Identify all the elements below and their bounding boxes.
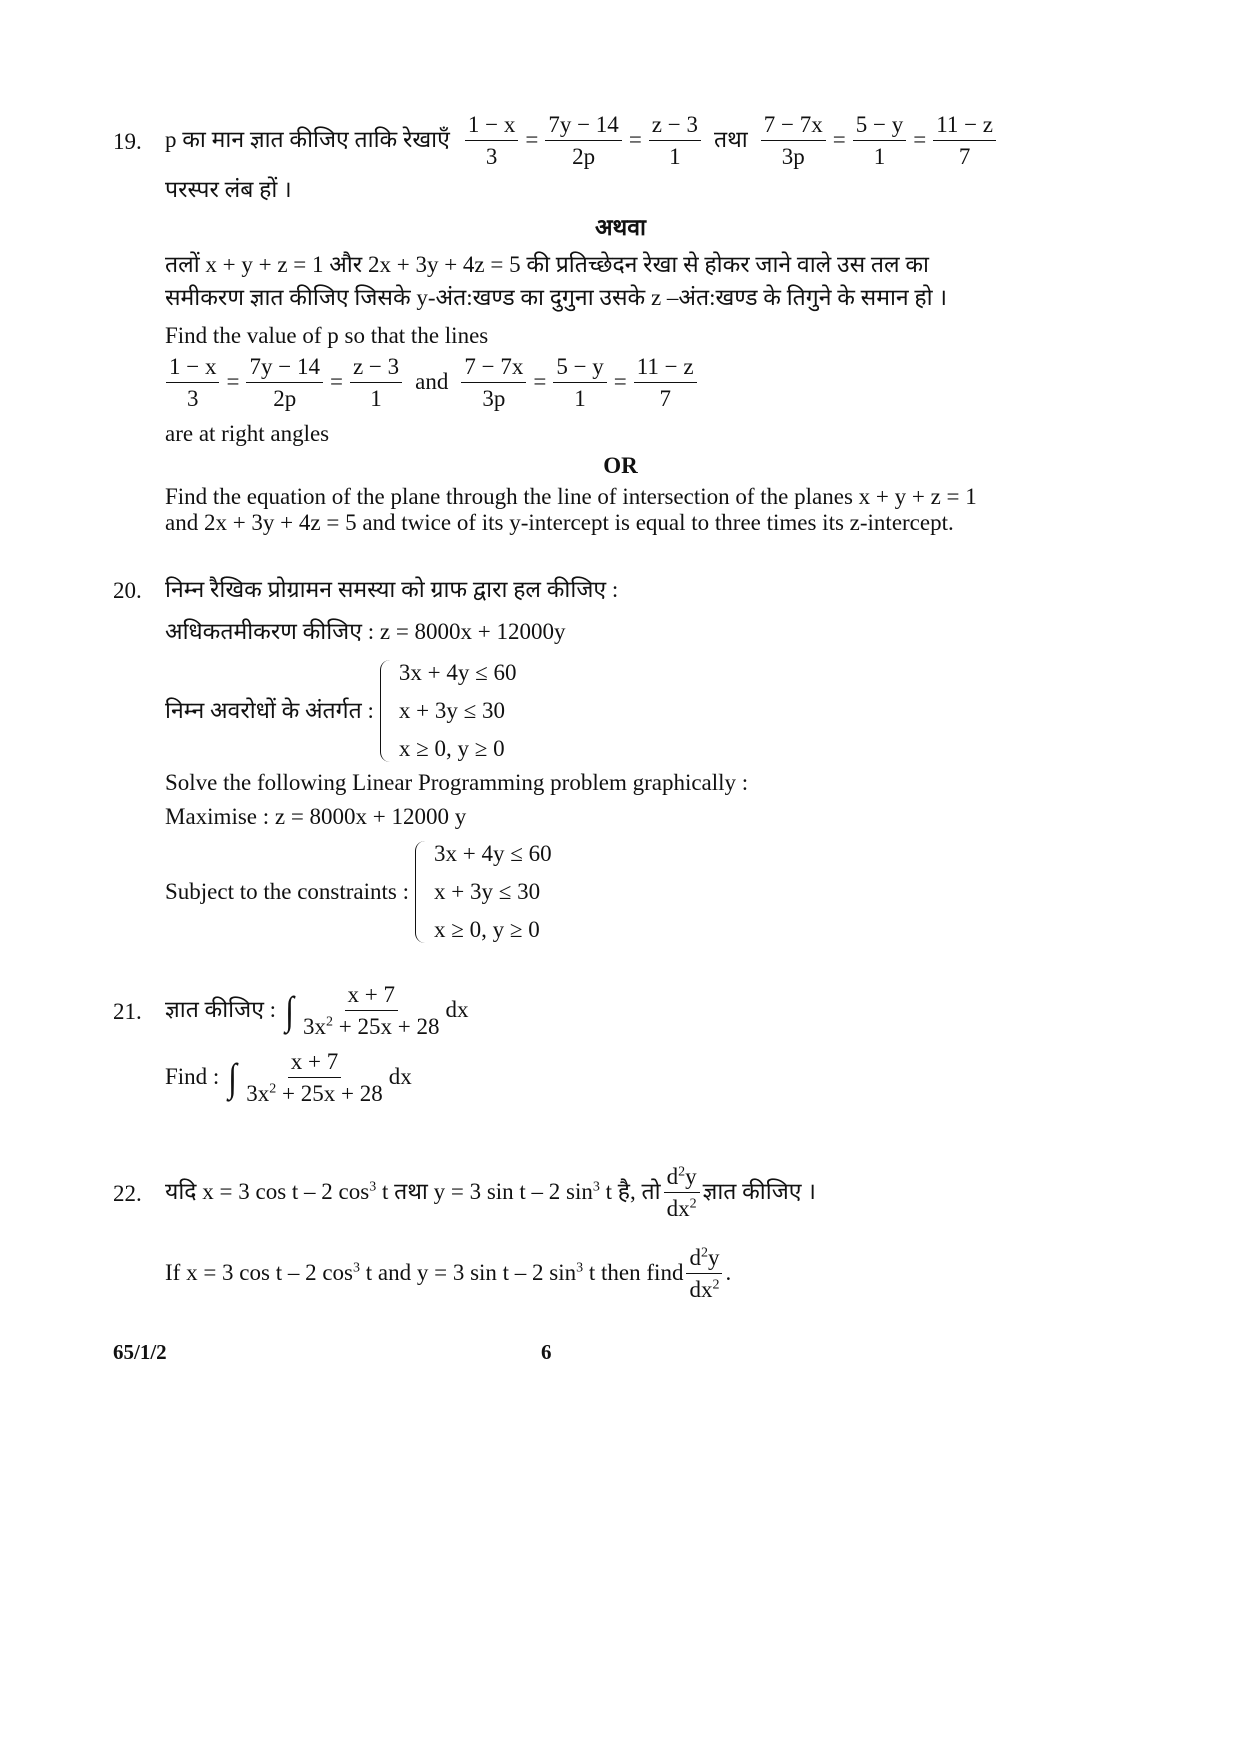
q19-hindi-line-pair: p का मान ज्ञात कीजिए ताकि रेखाएँ $\frac{1 - x}{3}$ = $\frac{7y - 14}{2p}$ = $\frac{z - 3}{1}$ तथा $\frac{7 - 7x}{3p}$ = $\frac{5 - y}{1}$ = $\frac{11 - z}{7}$ (165, 112, 999, 170)
q20-hindi-subject: निम्न अवरोधों के अंतर्गत : (165, 697, 374, 723)
brace-icon (380, 660, 393, 762)
q21-hindi-label: ज्ञात कीजिए : (165, 997, 277, 1023)
q22-number: 22. (113, 1181, 142, 1206)
q22-derivative: $\frac{d^2y}{dx^2}$ (686, 1245, 722, 1303)
q20-hindi-maximise: अधिकतमीकरण कीजिए : z = 8000x + 12000y (165, 619, 566, 644)
page-number: 6 (541, 1340, 552, 1364)
constraint-1: 3x + 4y ≤ 60 (434, 841, 552, 866)
constraint-2: x + 3y ≤ 30 (434, 879, 541, 904)
e-l1-fraction-1: $\frac{1 - x}{3}$ (166, 354, 219, 412)
q22-hindi-end: ज्ञात कीजिए । (702, 1179, 816, 1205)
q21-fraction: $\frac{x + 7}{3x^2 + 25x + 28}$ (303, 982, 440, 1040)
q22-english (165, 1245, 731, 1303)
q19-english-alt-line-1: Find the equation of the plane through the line of intersection of the planes x + y + z = 1 (165, 484, 977, 509)
q20-english-constraints (165, 835, 552, 949)
q19-number: 19. (113, 129, 142, 154)
constraint-2: x + 3y ≤ 30 (398, 698, 505, 723)
q20-hindi-intro: निम्न रैखिक प्रोग्रामन समस्या को ग्राफ द्वारा हल कीजिए : (165, 577, 619, 602)
l2-fraction-3: $\frac{11 - z}{7}$ (933, 112, 996, 170)
q22-english-text: If x = 3 cos t – 2 $\cos^3 t$ and y = 3 sin t – 2 $\sin^3 t$ then find (165, 1260, 684, 1286)
constraint-1: 3x + 4y ≤ 60 (398, 660, 517, 685)
paper-code: 65/1/2 (113, 1340, 167, 1364)
q21-number: 21. (113, 999, 142, 1024)
q19-hindi-or: अथवा (594, 215, 646, 240)
l1-fraction-2: $\frac{7y - 14}{2p}$ (545, 112, 621, 170)
q19-english-line-pair: $\frac{1 - x}{3}$ = $\frac{7y - 14}{2p}$ = $\frac{z - 3}{1}$ and $\frac{7 - 7x}{3p}$ = $\frac{5 - y}{1}$ = $\frac{11 - z}{7}$ (163, 354, 700, 412)
q19-english-or: OR (603, 453, 638, 478)
q22-period: . (725, 1260, 732, 1286)
q21-dx: dx (445, 997, 469, 1023)
e-l2-fraction-3: $\frac{11 - z}{7}$ (634, 354, 697, 412)
l1-fraction-3: $\frac{z - 3}{1}$ (649, 112, 701, 170)
e-l1-fraction-2: $\frac{7y - 14}{2p}$ (246, 354, 322, 412)
q20-english-maximise: Maximise : z = 8000x + 12000 y (165, 804, 467, 829)
q21-fraction: $\frac{x + 7}{3x^2 + 25x + 28}$ (246, 1049, 383, 1107)
q19-hindi-alt-line-2: समीकरण ज्ञात कीजिए जिसके y-अंत:खण्ड का दुगुना उसके z –अंत:खण्ड के तिगुने के समान हो । (165, 285, 948, 310)
q20-english-intro: Solve the following Linear Programming problem graphically : (165, 770, 749, 795)
integral-sign-icon: ∫ (285, 987, 294, 1033)
q21-dx: dx (388, 1064, 412, 1090)
q19-english-perp: are at right angles (165, 421, 330, 446)
q19-english-and: and (415, 369, 449, 395)
q19-english-intro: Find the value of p so that the lines (165, 323, 489, 348)
q21-hindi-integral (165, 982, 469, 1040)
q22-hindi (165, 1164, 816, 1222)
q19-hindi-alt-line-1: तलों x + y + z = 1 और 2x + 3y + 4z = 5 की प्रतिच्छेदन रेखा से होकर जाने वाले उस तल का (165, 252, 930, 277)
l1-fraction-1: $\frac{1 - x}{3}$ (465, 112, 518, 170)
e-l1-fraction-3: $\frac{z - 3}{1}$ (350, 354, 402, 412)
q20-number: 20. (113, 578, 142, 603)
q19-english-alt-line-2: and 2x + 3y + 4z = 5 and twice of its y-intercept is equal to three times its z-intercept. (165, 510, 954, 535)
q19-hindi-intro: p का मान ज्ञात कीजिए ताकि रेखाएँ (165, 127, 450, 153)
constraint-3: x ≥ 0, y ≥ 0 (434, 917, 540, 942)
e-l2-fraction-1: $\frac{7 - 7x}{3p}$ (461, 354, 526, 412)
q20-hindi-constraints (165, 654, 516, 768)
constraint-3: x ≥ 0, y ≥ 0 (398, 736, 505, 761)
q19-hindi-and: तथा (713, 127, 748, 153)
q21-english-integral (165, 1049, 412, 1107)
e-l2-fraction-2: $\frac{5 - y}{1}$ (553, 354, 606, 412)
l2-fraction-1: $\frac{7 - 7x}{3p}$ (761, 112, 826, 170)
q22-hindi-text: यदि x = 3 cos t – 2 $\cos^3 t$ तथा y = 3 sin t – 2 $\sin^3 t$ है, तो (165, 1179, 661, 1205)
q21-english-label: Find : (165, 1064, 220, 1090)
q19-hindi-perp: परस्पर लंब हों । (165, 177, 292, 202)
q22-derivative: $\frac{d^2y}{dx^2}$ (664, 1164, 700, 1222)
brace-icon (415, 841, 428, 943)
q20-english-subject: Subject to the constraints : (165, 878, 410, 904)
l2-fraction-2: $\frac{5 - y}{1}$ (853, 112, 906, 170)
integral-sign-icon: ∫ (228, 1054, 238, 1100)
